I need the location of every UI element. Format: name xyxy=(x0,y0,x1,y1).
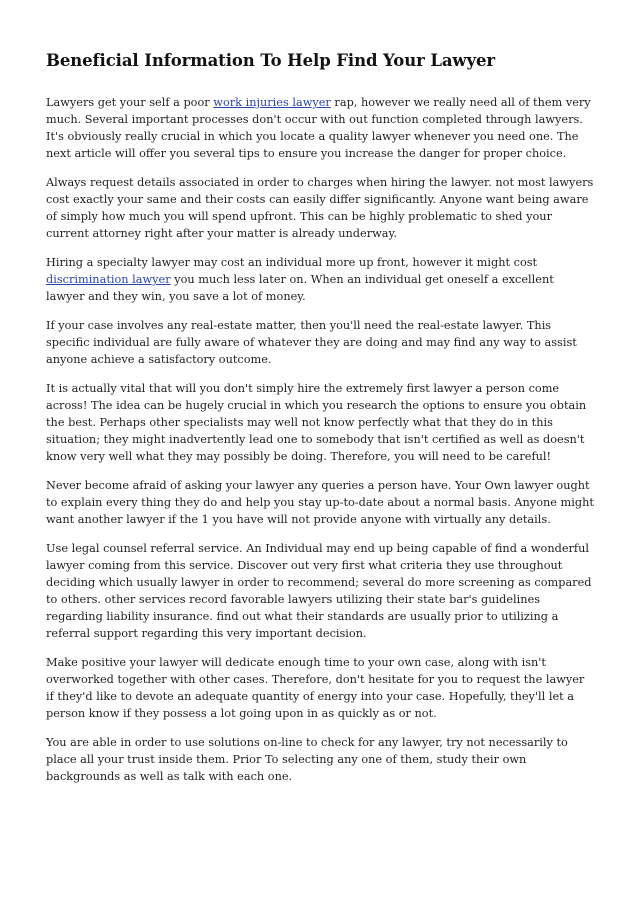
paragraph-3-text-end: you much less later on. When an individual get oneself a excellent lawyer and they win, you save a lot of money. xyxy=(46,273,554,303)
paragraph-7: Use legal counsel referral service. An Individual may end up being capable of find a wonderful lawyer coming from this service. Discover out very first what criteria they use throughout deciding which usually lawyer in order to recommend; several do more screening as compared to others. other services record favorable lawyers utilizing their state bar's guidelines regarding liability insurance. find out what their standards are usually prior to utilizing a referral support regarding this very important decision. xyxy=(46,542,592,640)
page-title: Beneficial Information To Help Find Your Lawyer xyxy=(46,51,496,70)
discrimination-lawyer-link[interactable]: discrimination lawyer xyxy=(46,273,171,286)
document-page xyxy=(46,50,594,797)
paragraph-5: It is actually vital that will you don't simply hire the extremely first lawyer a person come across! The idea can be hugely crucial in which you research the options to ensure you obtain the best. Perhaps other specialists may well not know perfectly what that they do in this situation; they might inadvertently lead one to somebody that isn't certified as well as doesn't know very well what they may possibly be doing. Therefore, you will need to be careful! xyxy=(46,382,587,463)
paragraph-6: Never become afraid of asking your lawyer any queries a person have. Your Own lawyer ought to explain every thing they do and help you stay up-to-date about a normal basis. Anyone might want another lawyer if the 1 you have will not provide anyone with virtually any details. xyxy=(46,479,594,526)
paragraph-9: You are able in order to use solutions on-line to check for any lawyer, try not necessarily to place all your trust inside them. Prior To selecting any one of them, study their own backgrounds as well as talk with each one. xyxy=(46,736,568,783)
paragraph-8: Make positive your lawyer will dedicate enough time to your own case, along with isn't overworked together with other cases. Therefore, don't hesitate for you to request the lawyer if they'd like to devote an adequate quantity of energy into your case. Hopefully, they'll let a person know if they possess a lot going upon in as quickly as or not. xyxy=(46,656,585,720)
paragraph-3 xyxy=(46,254,594,305)
paragraph-3-text-start: Hiring a specialty lawyer may cost an individual more up front, however it might cost xyxy=(46,256,538,269)
paragraph-1-text-start: Lawyers get your self a poor xyxy=(46,96,214,109)
paragraph-1-text-end: rap, however we really need all of them very much. Several important processes don't occur with out function completed through lawyers. It's obviously really crucial in which you locate a quality lawyer whenever you need one. The next article will offer you several tips to ensure you increase the danger for proper choice. xyxy=(46,96,591,160)
paragraph-2: Always request details associated in order to charges when hiring the lawyer. not most lawyers cost exactly your same and their costs can easily differ significantly. Anyone want being aware of simply how much you will spend upfront. This can be highly problematic to shed your current attorney right after your matter is already underway. xyxy=(46,176,594,240)
paragraph-1 xyxy=(46,94,594,162)
paragraph-4: If your case involves any real-estate matter, then you'll need the real-estate lawyer. This specific individual are fully aware of whatever they are doing and may find any way to assist anyone achieve a satisfactory outcome. xyxy=(46,319,577,366)
work-injuries-lawyer-link[interactable]: work injuries lawyer xyxy=(213,96,331,109)
